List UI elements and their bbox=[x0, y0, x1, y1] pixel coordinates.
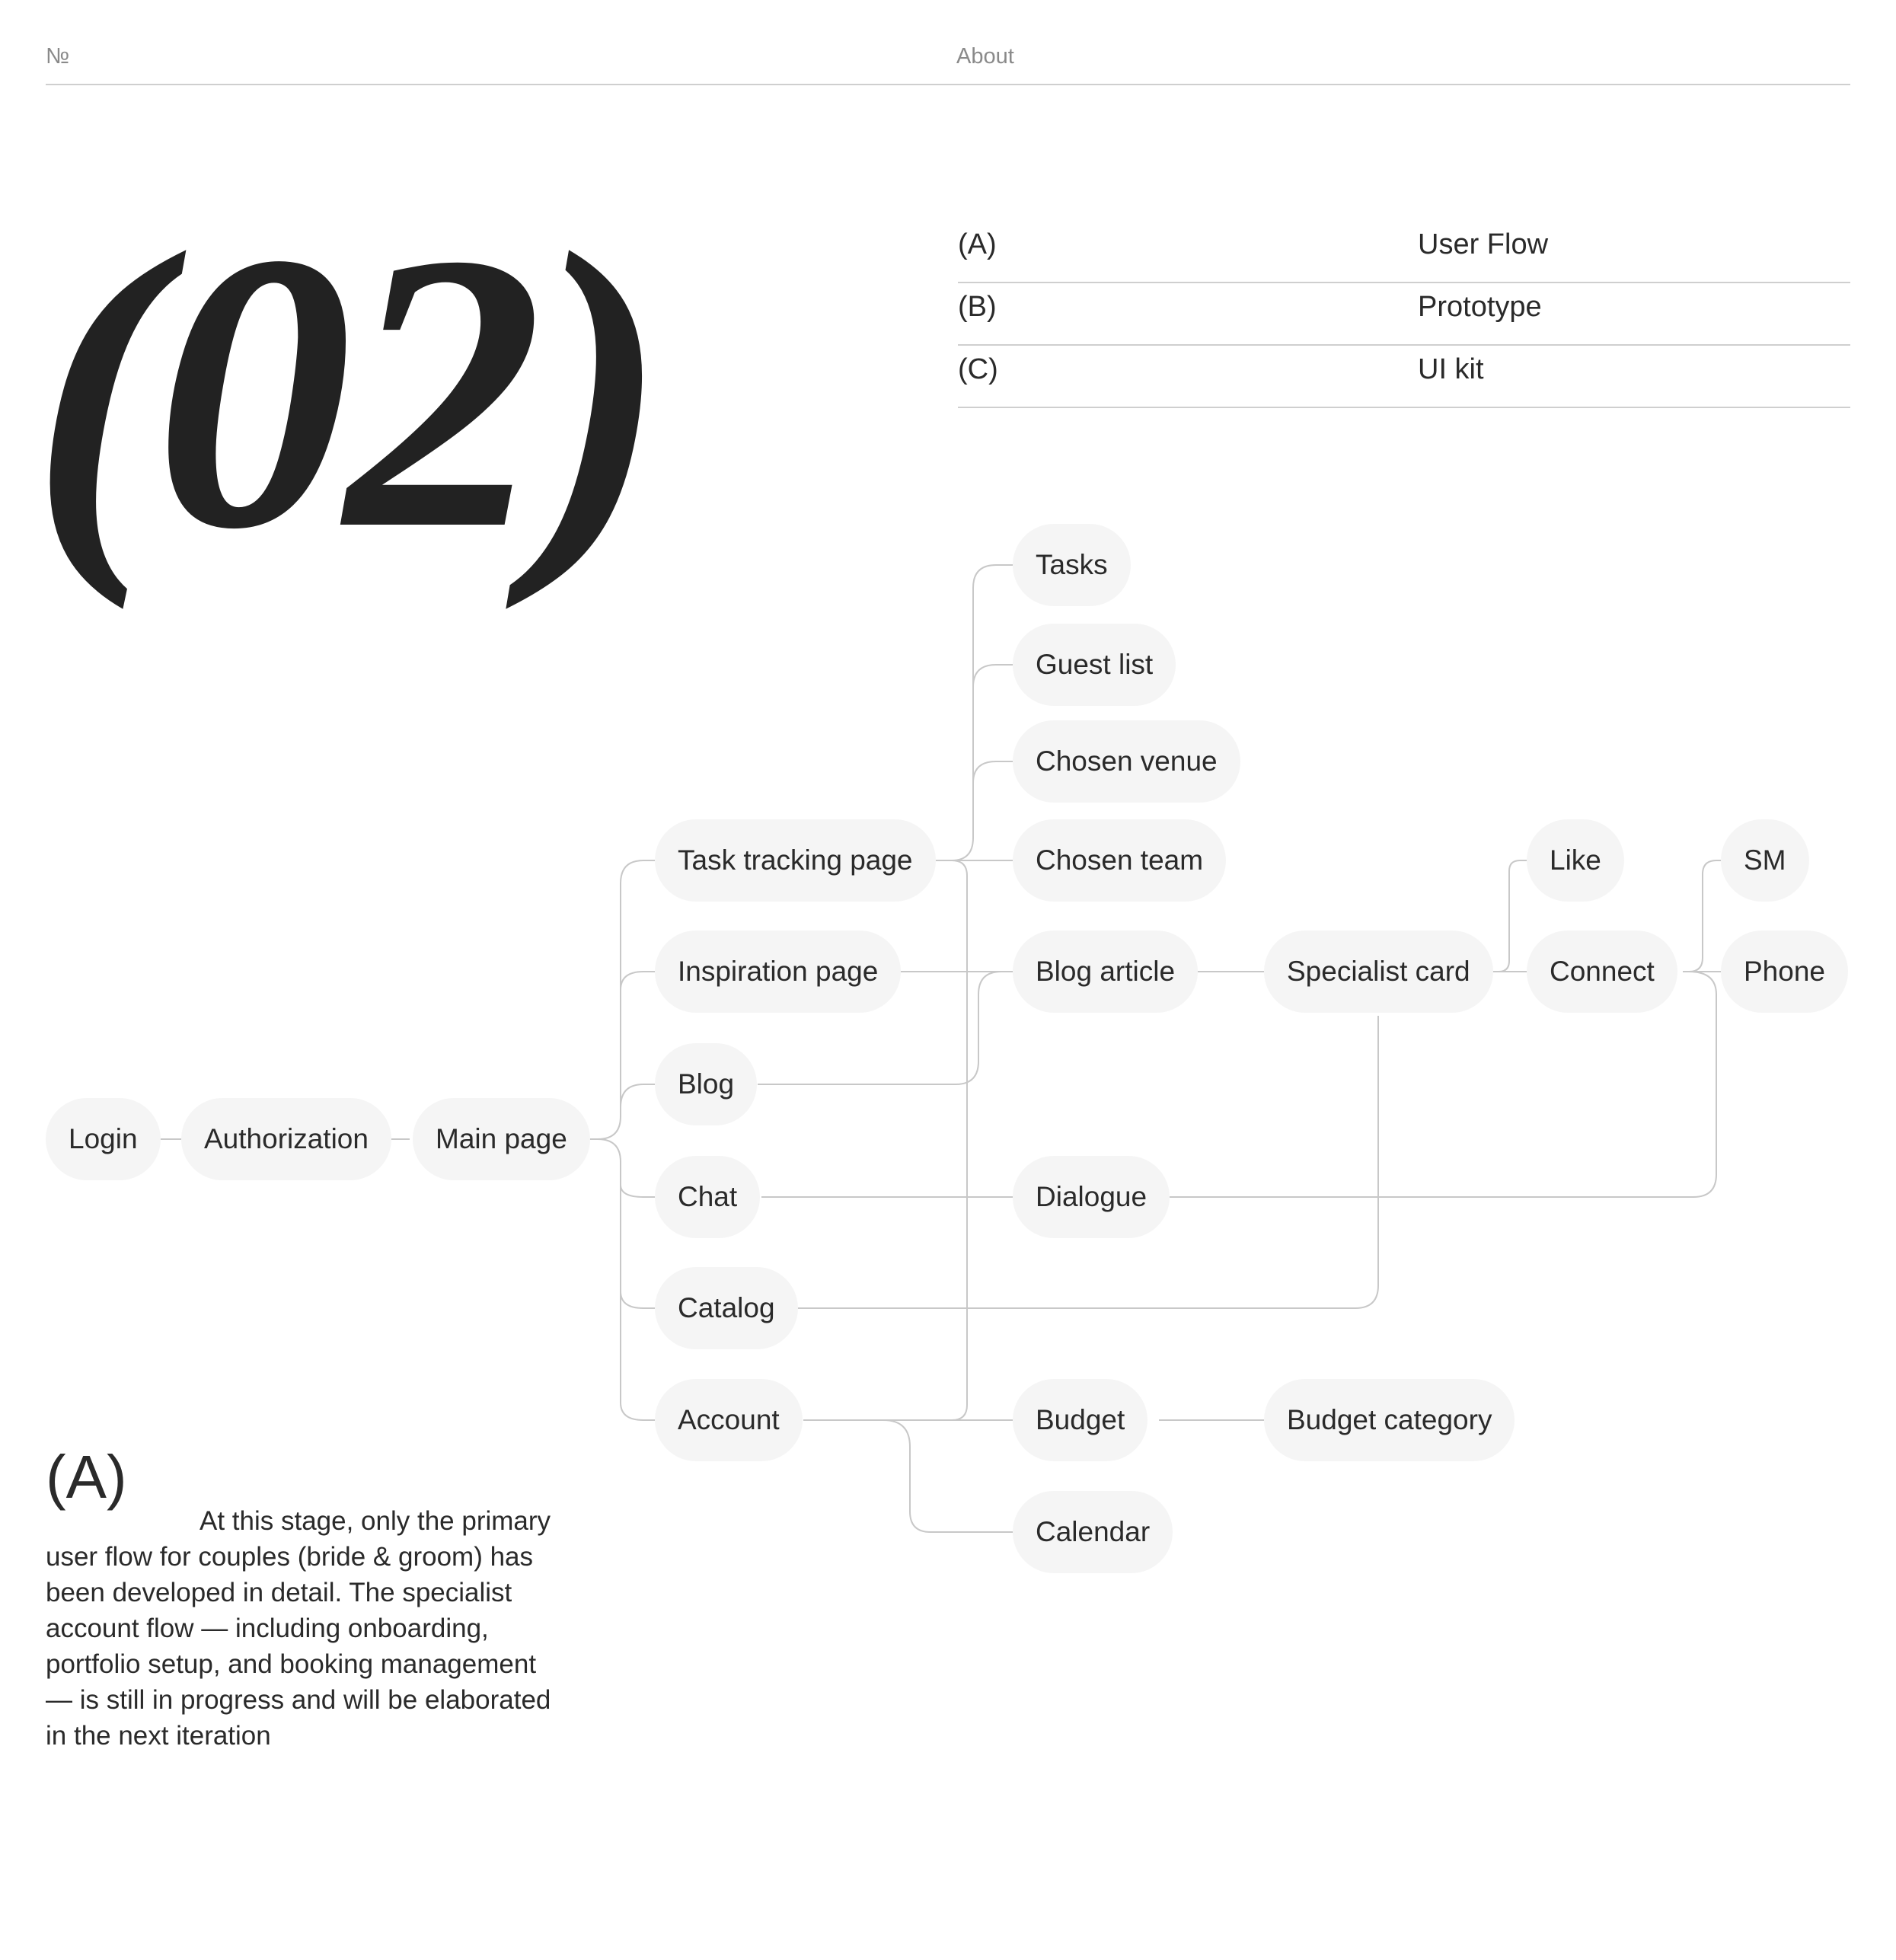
node-connect[interactable]: Connect bbox=[1527, 931, 1677, 1013]
edge-connect-sm-phone bbox=[1170, 860, 1721, 1197]
node-account[interactable]: Account bbox=[655, 1379, 803, 1461]
edge-main-branches bbox=[586, 860, 655, 1420]
flow-description: At this stage, only the primary user flow for couples (bride & groom) has been developed in detail. The specialist account flow — including onboarding, portfolio setup, and booking management — is still in progress and will be elaborated in the next iteration bbox=[46, 1506, 551, 1751]
node-phone[interactable]: Phone bbox=[1721, 931, 1848, 1013]
node-chat[interactable]: Chat bbox=[655, 1156, 760, 1238]
toc-letter: (A) bbox=[958, 228, 997, 260]
toc-title: Prototype bbox=[1418, 291, 1542, 323]
section-mark: (A) bbox=[46, 1443, 127, 1511]
node-authorization[interactable]: Authorization bbox=[181, 1098, 391, 1180]
node-budget[interactable]: Budget bbox=[1013, 1379, 1147, 1461]
node-guest-list[interactable]: Guest list bbox=[1013, 624, 1176, 706]
node-like[interactable]: Like bbox=[1527, 819, 1624, 902]
about-link[interactable]: About bbox=[956, 44, 1014, 69]
node-tasks[interactable]: Tasks bbox=[1013, 524, 1131, 606]
toc-letter: (C) bbox=[958, 353, 998, 385]
node-blog[interactable]: Blog bbox=[655, 1043, 757, 1125]
node-catalog[interactable]: Catalog bbox=[655, 1267, 798, 1349]
node-chosen-venue[interactable]: Chosen venue bbox=[1013, 720, 1240, 803]
section-number: (02) bbox=[30, 173, 660, 611]
toc-title: User Flow bbox=[1418, 228, 1549, 260]
node-budget-category[interactable]: Budget category bbox=[1264, 1379, 1515, 1461]
number-label: № bbox=[46, 44, 70, 69]
edge-task-tracking-subtasks bbox=[930, 565, 1013, 860]
node-sm[interactable]: SM bbox=[1721, 819, 1809, 902]
node-inspiration-page[interactable]: Inspiration page bbox=[655, 931, 901, 1013]
toc-letter: (B) bbox=[958, 291, 997, 323]
node-blog-article[interactable]: Blog article bbox=[1013, 931, 1198, 1013]
edge-task-tracking-account bbox=[952, 860, 967, 1420]
edge-specialist-like-connect bbox=[1492, 860, 1527, 972]
node-specialist-card[interactable]: Specialist card bbox=[1264, 931, 1493, 1013]
node-login[interactable]: Login bbox=[46, 1098, 161, 1180]
node-dialogue[interactable]: Dialogue bbox=[1013, 1156, 1170, 1238]
toc-title: UI kit bbox=[1418, 353, 1484, 385]
node-task-tracking-page[interactable]: Task tracking page bbox=[655, 819, 936, 902]
node-chosen-team[interactable]: Chosen team bbox=[1013, 819, 1226, 902]
node-main-page[interactable]: Main page bbox=[413, 1098, 590, 1180]
edge-account-budget-calendar bbox=[803, 1420, 1013, 1532]
node-calendar[interactable]: Calendar bbox=[1013, 1491, 1173, 1573]
